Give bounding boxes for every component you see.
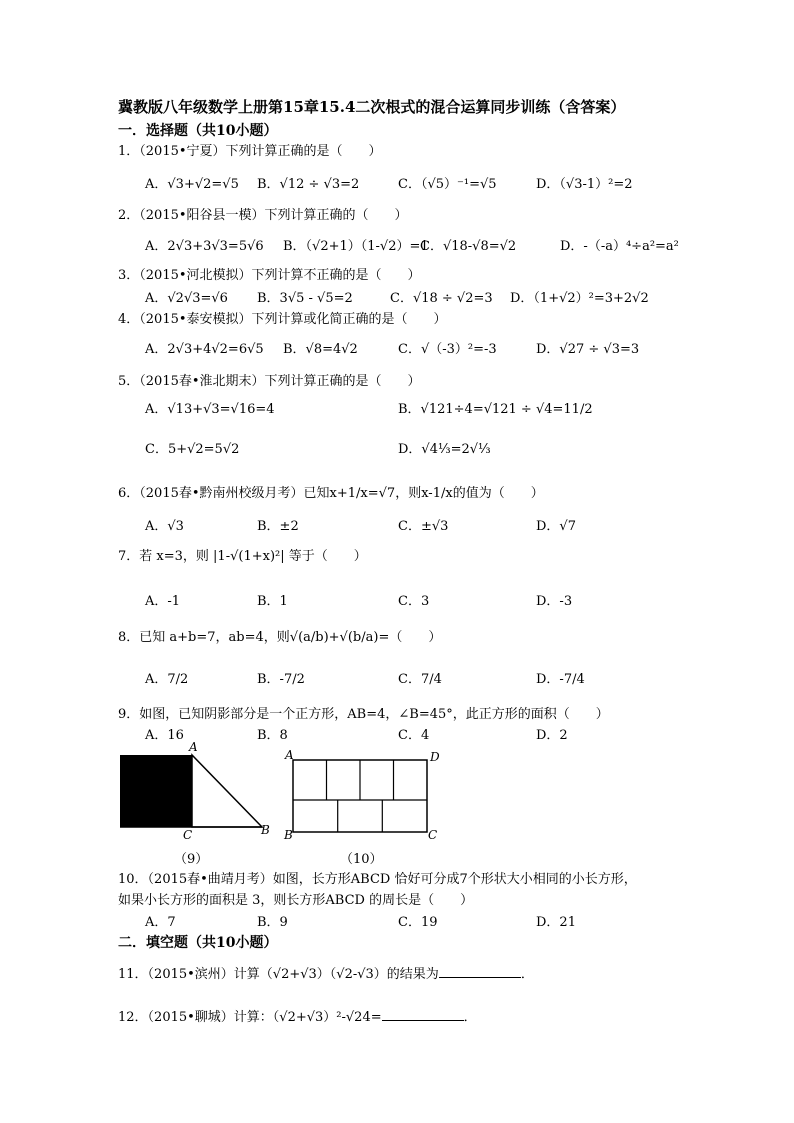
q10-option-b: B．9 bbox=[257, 915, 288, 930]
q12-stem: 12．（2015•聊城）计算：（√2+√3）²-√24= bbox=[118, 1010, 382, 1025]
q2-option-c: C．√18-√8=√2 bbox=[420, 239, 517, 254]
q3-option-d: D．（1+√2）²=3+2√2 bbox=[510, 291, 649, 306]
q2-option-d: D．-（-a）⁴÷a²=a² bbox=[560, 239, 679, 254]
q6-option-b: B．±2 bbox=[257, 519, 299, 534]
q9-option-a: A．16 bbox=[145, 728, 184, 743]
question-5-stem: 5．（2015春•淮北期末）下列计算正确的是（ ） bbox=[118, 374, 421, 389]
question-11 bbox=[118, 963, 534, 982]
q1-option-b: B．√12 ÷ √3=2 bbox=[257, 177, 360, 192]
section-heading-choice: 一．选择题（共10小题） bbox=[118, 123, 278, 139]
q8-stem-part-a: 8．已知 a+b=7，ab=4，则 bbox=[118, 630, 290, 645]
q11-answer-blank[interactable] bbox=[439, 965, 521, 978]
q7-stem-part-b: 等于（ ） bbox=[288, 549, 367, 564]
q5-option-a: A．√13+√3=√16=4 bbox=[145, 402, 275, 417]
q7-expression: |1-√(1+x)²| bbox=[213, 549, 285, 564]
q6-option-c: C．±√3 bbox=[398, 519, 449, 534]
q9-option-d: D．2 bbox=[536, 728, 568, 743]
q5-option-b: B．√121÷4=√121 ÷ √4=11/2 bbox=[398, 402, 593, 417]
q9-option-c: C．4 bbox=[398, 728, 430, 743]
q8-option-c: C．7/4 bbox=[398, 672, 442, 687]
q3-option-b: B．3√5 - √5=2 bbox=[257, 291, 353, 306]
q5-option-c: C．5+√2=5√2 bbox=[145, 442, 240, 457]
fig10-label-a: A bbox=[285, 748, 294, 762]
q4-option-d: D．√27 ÷ √3=3 bbox=[536, 342, 640, 357]
section-heading-fill: 二．填空题（共10小题） bbox=[118, 935, 278, 951]
q6-stem-part-c: 的值为（ ） bbox=[452, 486, 544, 501]
q5-option-d: D．√4⅓=2√⅓ bbox=[398, 442, 491, 457]
document-title: 冀教版八年级数学上册第15章15.4二次根式的混合运算同步训练（含答案） bbox=[118, 98, 626, 116]
fig9-label-c: C bbox=[183, 828, 193, 842]
question-10-stem-line-2: 如果小长方形的面积是 3，则长方形ABCD 的周长是（ ） bbox=[118, 893, 474, 908]
question-7-stem bbox=[118, 545, 367, 564]
q7-option-a: A．-1 bbox=[145, 594, 181, 609]
q8-option-d: D．-7/4 bbox=[536, 672, 585, 687]
figure-9-caption: （9） bbox=[174, 852, 209, 867]
figure-10-caption: （10） bbox=[340, 852, 383, 867]
q9-option-b: B．8 bbox=[257, 728, 288, 743]
q12-answer-blank[interactable] bbox=[382, 1008, 464, 1021]
q6-ask-expression: x-1/x bbox=[421, 486, 453, 501]
shaded-square bbox=[120, 755, 192, 827]
q1-option-d: D．（√3-1）²=2 bbox=[536, 177, 633, 192]
q3-option-c: C．√18 ÷ √2=3 bbox=[390, 291, 493, 306]
q10-option-d: D．21 bbox=[536, 915, 576, 930]
q6-stem-part-a: 6．（2015春•黔南州校级月考）已知 bbox=[118, 486, 330, 501]
q4-option-a: A．2√3+4√2=6√5 bbox=[145, 342, 264, 357]
question-12 bbox=[118, 1006, 477, 1025]
question-3-stem: 3．（2015•河北模拟）下列计算不正确的是（ ） bbox=[118, 268, 421, 283]
fig10-label-b: B bbox=[284, 828, 293, 842]
q10-option-c: C．19 bbox=[398, 915, 438, 930]
q7-option-c: C．3 bbox=[398, 594, 430, 609]
question-9-stem: 9．如图，已知阴影部分是一个正方形，AB=4，∠B=45°，此正方形的面积（ ） bbox=[118, 707, 609, 722]
q11-stem: 11．（2015•滨州）计算（√2+√3）（√2-√3）的结果为 bbox=[118, 967, 439, 982]
q3-option-a: A．√2√3=√6 bbox=[145, 291, 228, 306]
question-2-stem: 2．（2015•阳谷县一模）下列计算正确的（ ） bbox=[118, 208, 408, 223]
question-4-stem: 4．（2015•泰安模拟）下列计算或化简正确的是（ ） bbox=[118, 312, 447, 327]
q4-option-c: C．√（-3）²=-3 bbox=[398, 342, 497, 357]
q11-end: ． bbox=[520, 967, 534, 982]
fig9-label-b: B bbox=[261, 823, 270, 837]
fig10-label-c: C bbox=[428, 828, 438, 842]
q7-option-d: D．-3 bbox=[536, 594, 573, 609]
q8-option-a: A．7/2 bbox=[145, 672, 189, 687]
figure-10-rectangle-grid bbox=[290, 755, 432, 835]
question-6-stem bbox=[118, 482, 544, 501]
q6-option-a: A．√3 bbox=[145, 519, 184, 534]
question-1-stem: 1．（2015•宁夏）下列计算正确的是（ ） bbox=[118, 144, 382, 159]
q7-stem-part-a: 7．若 x=3，则 bbox=[118, 549, 209, 564]
figure-9-square-triangle bbox=[115, 740, 275, 840]
q8-stem-part-b: =（ ） bbox=[378, 630, 442, 645]
fig9-label-a: A bbox=[189, 740, 198, 754]
q12-end: ． bbox=[463, 1010, 477, 1025]
q4-option-b: B．√8=4√2 bbox=[283, 342, 358, 357]
fig10-label-d: D bbox=[430, 750, 440, 764]
q2-option-a: A．2√3+3√3=5√6 bbox=[145, 239, 264, 254]
q8-expression: √(a/b)+√(b/a) bbox=[289, 630, 379, 645]
question-8-stem bbox=[118, 626, 441, 645]
triangle-outline bbox=[192, 755, 262, 827]
q2-option-b: B．（√2+1）（1-√2）=1 bbox=[283, 239, 429, 254]
q7-option-b: B．1 bbox=[257, 594, 288, 609]
q6-option-d: D．√7 bbox=[536, 519, 576, 534]
q8-option-b: B．-7/2 bbox=[257, 672, 305, 687]
q6-given-expression: x+1/x=√7 bbox=[329, 486, 396, 501]
q1-option-a: A．√3+√2=√5 bbox=[145, 177, 239, 192]
q1-option-c: C．（√5）⁻¹=√5 bbox=[398, 177, 497, 192]
question-10-stem-line-1: 10．（2015春•曲靖月考）如图，长方形ABCD 恰好可分成7个形状大小相同的小长方形， bbox=[118, 872, 637, 887]
q10-option-a: A．7 bbox=[145, 915, 176, 930]
q6-stem-part-b: ，则 bbox=[395, 486, 422, 501]
